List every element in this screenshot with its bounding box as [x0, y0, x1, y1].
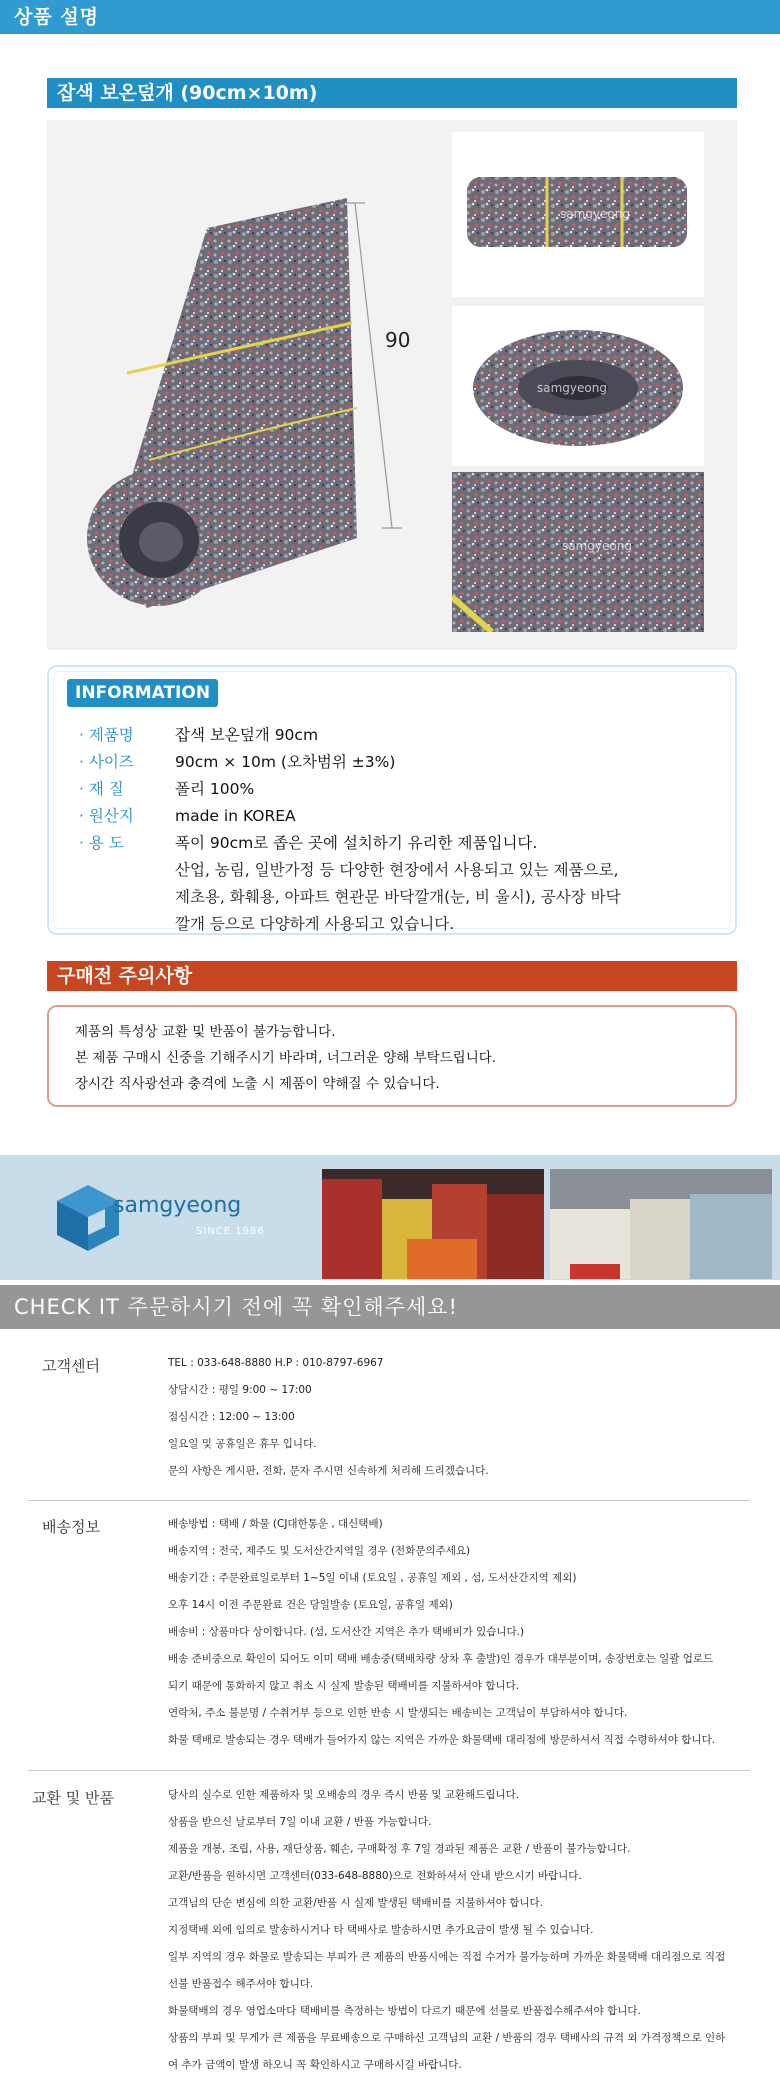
usage-extra-line: 제초용, 화훼용, 아파트 현관문 바닥깔개(눈, 비 울시), 공사장 바닥: [175, 888, 621, 906]
info-value: 잡색 보온덮개 90cm: [175, 726, 319, 744]
customer-center-label: 고객센터: [42, 1357, 100, 1375]
info-key: · 제품명: [79, 726, 134, 744]
returns-line: 제품을 개봉, 조립, 사용, 재단상품, 훼손, 구매확정 후 7일 경과된 제품은 교환 / 반품이 불가능합니다.: [168, 1843, 631, 1855]
warehouse-photo-right: [550, 1169, 772, 1279]
warning-title: 구매전 주의사항: [47, 961, 737, 991]
svg-text:samgyeong: samgyeong: [560, 207, 630, 221]
brand-cube-logo: [55, 1183, 121, 1253]
information-tag: INFORMATION: [67, 679, 218, 707]
customer-center-line: TEL : 033-648-8880 H.P : 010-8797-6967: [168, 1357, 384, 1369]
info-key: · 용 도: [79, 834, 124, 852]
usage-extra-line: 산업, 농림, 일반가정 등 다양한 현장에서 사용되고 있는 제품으로,: [175, 861, 619, 879]
returns-line: 지정택배 외에 임의로 발송하시거나 타 택배사로 발송하시면 추가요금이 발생 될 수 있습니다.: [168, 1924, 594, 1936]
shipping-line: 배송 준비중으로 확인이 되어도 이미 택배 배송중(택배차량 상차 후 출발)인 경우가 대부분이며, 송장번호는 일괄 업로드: [168, 1653, 714, 1665]
info-row-size: [79, 750, 695, 774]
check-it-banner: CHECK IT 주문하시기 전에 꼭 확인해주세요!: [0, 1285, 780, 1329]
customer-center-line: 점심시간 : 12:00 ~ 13:00: [168, 1411, 295, 1423]
svg-text:samgyeong: samgyeong: [562, 539, 632, 553]
customer-center-line: 일요일 및 공휴일은 휴무 입니다.: [168, 1438, 317, 1450]
shipping-label: 배송정보: [42, 1518, 100, 1536]
returns-line: 화물택배의 경우 영업소마다 택배비를 측정하는 방법이 다르기 때문에 선불로 반품접수해주셔야 합니다.: [168, 2005, 641, 2017]
shipping-line: 배송비 : 상품마다 상이합니다. (섬, 도서산간 지역은 추가 택배비가 있습니다.): [168, 1626, 525, 1638]
shipping-line: 배송지역 : 전국, 제주도 및 도서산간지역일 경우 (전화문의주세요): [168, 1545, 471, 1557]
information-box: [47, 665, 737, 935]
shipping-line: 화물 택배로 발송되는 경우 택배가 들어가지 않는 지역은 가까운 화물택배 대리점에 방문하셔서 직접 수령하셔야 합니다.: [168, 1734, 716, 1746]
returns-line: 일부 지역의 경우 화물로 발송되는 부피가 큰 제품의 반품시에는 직접 수거가 불가능하며 가까운 화물택배 대리점으로 직접: [168, 1951, 726, 1963]
brand-since: SINCE 1986: [196, 1226, 265, 1237]
dimension-label: 90: [385, 328, 411, 352]
returns-line: 교환/반품을 원하시면 고객센터(033-648-8880)으로 전화하셔서 안내 받으시기 바랍니다.: [168, 1870, 582, 1882]
returns-line: 상품의 부피 및 무게가 큰 제품을 무료배송으로 구매하신 고객님의 교환 / 반품의 경우 택배사의 규격 외 가격정책으로 인하: [168, 2032, 726, 2044]
info-value: 폴리 100%: [175, 780, 255, 798]
info-key: · 원산지: [79, 807, 134, 825]
customer-center-line: 상담시간 : 평일 9:00 ~ 17:00: [168, 1384, 312, 1396]
warning-line: 장시간 직사광선과 충격에 노출 시 제품이 약해질 수 있습니다.: [75, 1076, 440, 1092]
usage-extra-line: 깔개 등으로 다양하게 사용되고 있습니다.: [175, 915, 455, 933]
info-row-origin: [79, 804, 695, 828]
info-value: 폭이 90cm로 좁은 곳에 설치하기 유리한 제품입니다.: [175, 834, 538, 852]
warehouse-photo-left: [322, 1169, 544, 1279]
shipping-line: 연락처, 주소 불분명 / 수취거부 등으로 인한 반송 시 발생되는 배송비는 고객님이 부담하셔야 합니다.: [168, 1707, 628, 1719]
returns-label: 교환 및 반품: [32, 1789, 114, 1807]
warning-line: 제품의 특성상 교환 및 반품이 불가능합니다.: [75, 1024, 336, 1040]
returns-line: 고객님의 단순 변심에 의한 교환/반품 시 실제 발생된 택배비를 지불하셔야 합니다.: [168, 1897, 543, 1909]
svg-text:samgyeong: samgyeong: [537, 381, 607, 395]
info-row-material: [79, 777, 695, 801]
section-title: 상품 설명: [0, 0, 780, 34]
thumb-felt-closeup: [452, 472, 704, 632]
thumb-roll-end: [452, 306, 704, 466]
warning-line: 본 제품 구매시 신중을 기해주시기 바라며, 너그러운 양해 부탁드립니다.: [75, 1050, 497, 1066]
customer-center-line: 문의 사항은 게시판, 전화, 문자 주시면 신속하게 처리해 드리겠습니다.: [168, 1465, 489, 1477]
info-value: made in KOREA: [175, 807, 296, 825]
main-roll-image: [87, 188, 447, 618]
returns-line: 선불 반품접수 해주셔야 합니다.: [168, 1978, 314, 1990]
divider: [28, 1500, 750, 1501]
returns-line: 당사의 실수로 인한 제품하자 및 오배송의 경우 즉시 반품 및 교환해드립니다.: [168, 1789, 520, 1801]
info-key: · 사이즈: [79, 753, 134, 771]
product-title: 잡색 보온덮개 (90cm×10m): [47, 78, 737, 108]
info-row-name: [79, 723, 695, 747]
divider: [28, 1770, 750, 1771]
product-photo-panel: [47, 120, 737, 650]
thumb-roll-side: [452, 132, 704, 297]
warning-box: [47, 1005, 737, 1107]
info-row-usage: [79, 831, 695, 855]
shipping-line: 배송기간 : 주문완료일로부터 1~5일 이내 (토요일 , 공휴일 제외 , 섬, 도서산간지역 제외): [168, 1572, 577, 1584]
info-value: 90cm × 10m (오차범위 ±3%): [175, 753, 396, 771]
info-key: · 재 질: [79, 780, 124, 798]
returns-line: 여 추가 금액이 발생 하오니 꼭 확인하시고 구매하시길 바랍니다.: [168, 2059, 462, 2071]
shipping-line: 배송방법 : 택배 / 화물 (CJ대한통운 , 대신택배): [168, 1518, 383, 1530]
shipping-line: 되기 때문에 통화하지 않고 취소 시 실제 발송된 택배비를 지불하셔야 합니다.: [168, 1680, 520, 1692]
brand-name: samgyeong: [113, 1193, 242, 1218]
shipping-line: 오후 14시 이전 주문완료 건은 당일발송 (토요일, 공휴일 제외): [168, 1599, 453, 1611]
returns-line: 상품을 받으신 날로부터 7일 이내 교환 / 반품 가능합니다.: [168, 1816, 432, 1828]
